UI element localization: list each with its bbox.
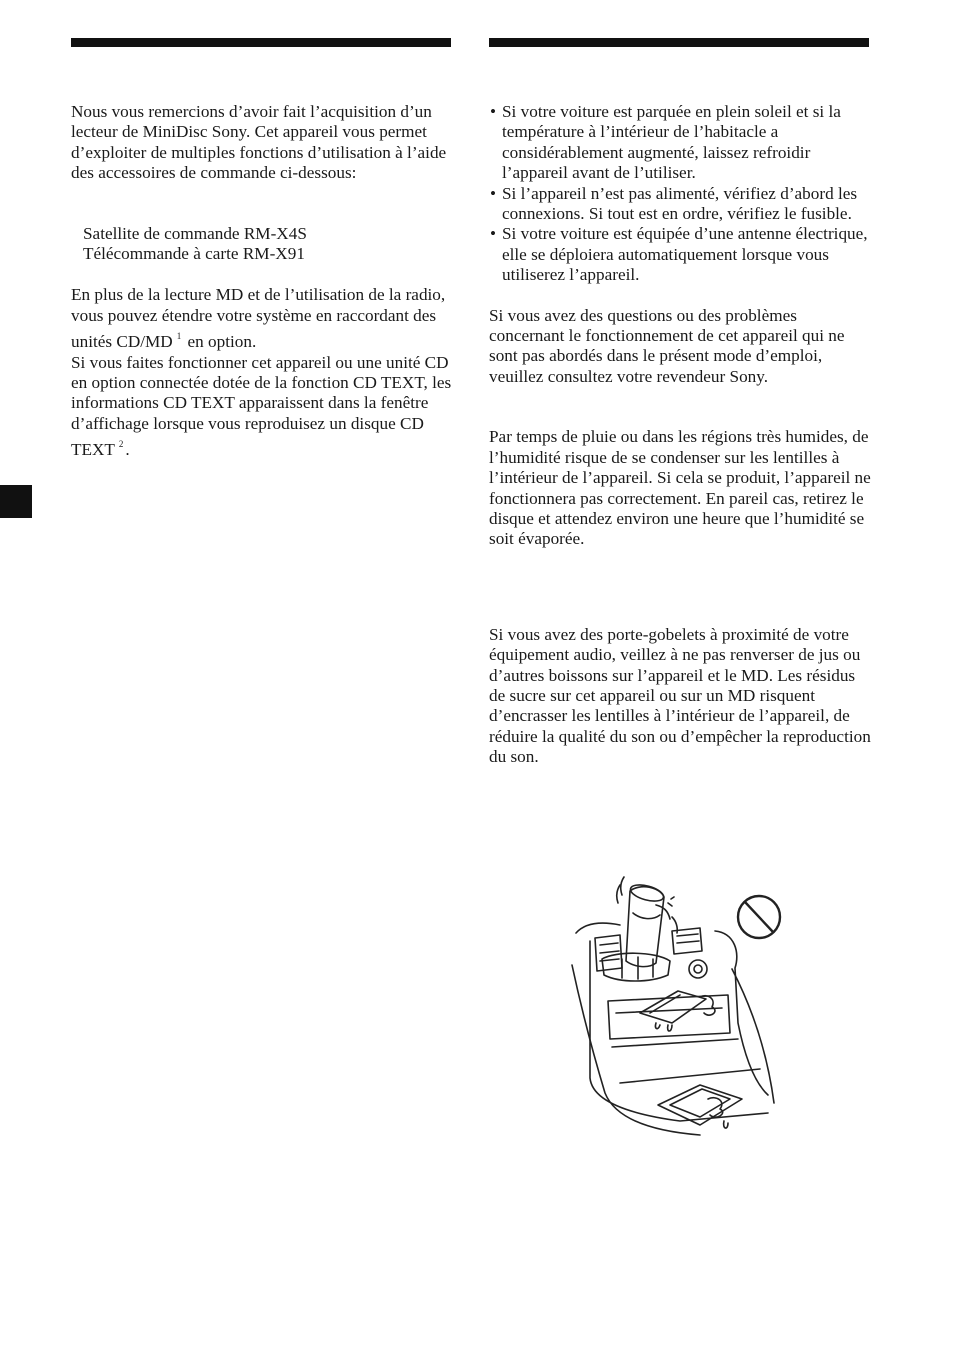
- bullet-icon: •: [490, 183, 497, 203]
- section-rule-right: [489, 38, 869, 47]
- questions-paragraph: Si vous avez des questions ou des problèmes concernant le fonctionnement de cet appareil qui ne sont pas abordés dans le présent mode d’emploi, veuillez consultez votre revendeur Sony.: [489, 305, 845, 386]
- features-text: Si vous faites fonctionner cet appareil ou une unité CD en option connectée dotée de la fonction CD TEXT, les informations CD TEXT apparaissent dans la fenêtre d’affichage lorsque vous reproduisez un disque CD TEXT: [71, 352, 452, 460]
- precaution-text: Si votre voiture est parquée en plein soleil et si la température à l’intérieur de l’habitacle a considérablement augmenté, laissez refroidir l’appareil avant de l’utiliser.: [502, 102, 841, 183]
- page-side-tab: [0, 485, 32, 518]
- intro-paragraph: Nous vous remercions d’avoir fait l’acquisition d’un lecteur de MiniDisc Sony. Cet appareil vous permet d’exploiter de multiples fonctions d’utilisation à l’aide des accessoires de commande ci-dessous:: [71, 102, 447, 183]
- features-text: .: [125, 440, 130, 460]
- precaution-item: [489, 102, 871, 184]
- precautions-list: [489, 102, 871, 286]
- accessory-item: Satellite de commande RM-X4S: [83, 223, 307, 243]
- precaution-text: Si l’appareil n’est pas alimenté, vérifiez d’abord les connexions. Si tout est en ordre, vérifiez le fusible.: [502, 183, 858, 224]
- features-text: En plus de la lecture MD et de l’utilisation de la radio, vous pouvez étendre votre système en raccordant des unités CD/MD: [71, 285, 446, 352]
- prohibited-icon: [738, 896, 780, 938]
- precaution-item: [489, 184, 871, 225]
- accessory-item: Télécommande à carte RM-X91: [83, 244, 305, 264]
- bullet-icon: •: [490, 224, 497, 244]
- bullet-icon: •: [490, 102, 497, 121]
- section-rule-left: [71, 38, 451, 47]
- cup-holder-paragraph: Si vous avez des porte-gobelets à proximité de votre équipement audio, veillez à ne pas renverser de jus ou d’autres boissons sur l’appareil et le MD. Les résidus de sucre sur cet appareil ou sur un MD risquent d’encrasser les lentilles à l’intérieur de l’appareil, de réduire la qualité du son ou d’empêcher la reproduction du son.: [489, 624, 871, 767]
- spilled-drink-illustration: [560, 873, 790, 1138]
- left-column: [71, 102, 453, 461]
- condensation-paragraph: Par temps de pluie ou dans les régions très humides, de l’humidité risque de se condenser sur les lentilles à l’intérieur de l’appareil. Si cela se produit, l’appareil ne fonctionnera pas correctement. En pareil cas, retirez le disque et attendez environ une heure que l’humidité se soit évaporée.: [489, 427, 871, 549]
- accessory-list: [83, 224, 453, 265]
- footnote-marker: 2: [118, 439, 124, 450]
- right-column: [489, 102, 871, 768]
- precaution-text: Si votre voiture est équipée d’une antenne électrique, elle se déploiera automatiquement lorsque vous utiliserez l’appareil.: [502, 224, 868, 285]
- footnote-marker: 1: [176, 331, 182, 342]
- features-text: en option.: [187, 332, 257, 352]
- features-paragraph: [71, 285, 453, 460]
- precaution-item: [489, 224, 871, 285]
